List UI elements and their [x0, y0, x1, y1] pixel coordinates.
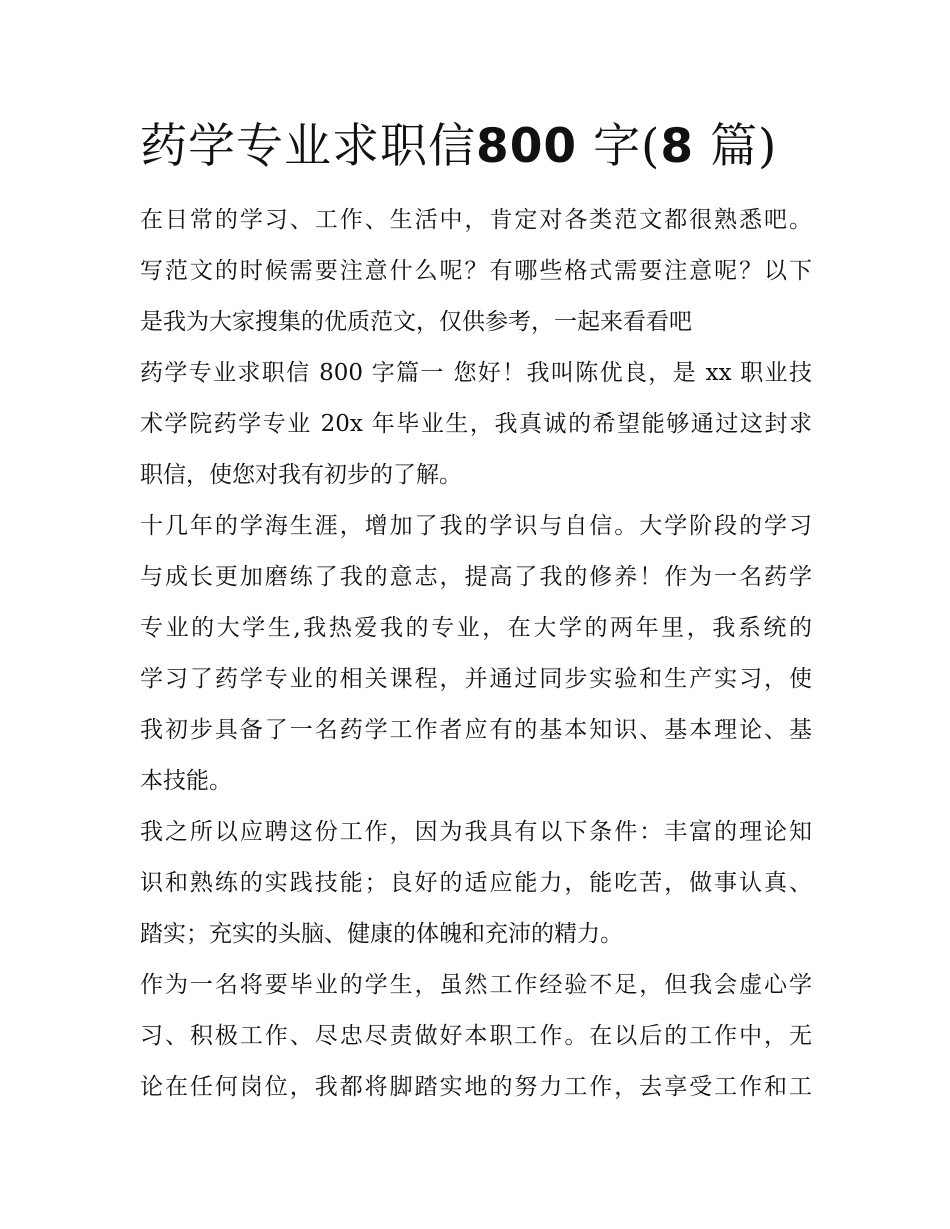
text-line: 术学院药学专业 20x 年毕业生，我真诚的希望能够通过这封求 — [140, 411, 812, 437]
text-line: 习、积极工作、尽忠尽责做好本职工作。在以后的工作中，无 — [140, 1023, 812, 1049]
text-line: 识和熟练的实践技能；良好的适应能力，能吃苦，做事认真、 — [140, 870, 812, 896]
text-line: 学习了药学专业的相关课程，并通过同步实验和生产实习，使 — [140, 666, 812, 692]
paragraph-greeting — [140, 348, 812, 501]
title-text-1: 药学专业求职信 — [140, 119, 476, 174]
text-line: 写范文的时候需要注意什么呢？有哪些格式需要注意呢？以下 — [140, 258, 812, 284]
document-body — [140, 195, 812, 1113]
text-line: 论在任何岗位，我都将脚踏实地的努力工作，去享受工作和工 — [140, 1074, 812, 1100]
paragraph-education — [140, 501, 812, 807]
text-line: 药学专业求职信 800 字篇一 您好！我叫陈优良，是 xx 职业技 — [140, 360, 812, 386]
text-line: 专业的大学生,我热爱我的专业，在大学的两年里，我系统的 — [140, 615, 812, 641]
document-title — [140, 112, 840, 182]
text-line: 是我为大家搜集的优质范文，仅供参考，一起来看看吧 — [140, 309, 692, 335]
title-number-8: 8 — [660, 119, 695, 174]
text-line: 我初步具备了一名药学工作者应有的基本知识、基本理论、基 — [140, 717, 812, 743]
title-text-3: 篇) — [710, 119, 778, 174]
text-line: 十几年的学海生涯，增加了我的学识与自信。大学阶段的学习 — [140, 513, 812, 539]
text-line: 本技能。 — [140, 768, 232, 794]
paragraph-commitment — [140, 960, 812, 1113]
text-line: 踏实；充实的头脑、健康的体魄和充沛的精力。 — [140, 921, 623, 947]
text-line: 职信，使您对我有初步的了解。 — [140, 462, 462, 488]
paragraph-intro — [140, 195, 812, 348]
title-number-800: 800 — [476, 119, 578, 174]
text-line: 与成长更加磨练了我的意志，提高了我的修养！作为一名药学 — [140, 564, 812, 590]
text-line: 我之所以应聘这份工作，因为我具有以下条件：丰富的理论知 — [140, 819, 812, 845]
text-line: 在日常的学习、工作、生活中，肯定对各类范文都很熟悉吧。 — [140, 207, 812, 233]
text-line: 作为一名将要毕业的学生，虽然工作经验不足，但我会虚心学 — [140, 972, 812, 998]
title-text-2: 字( — [593, 119, 661, 174]
paragraph-qualifications — [140, 807, 812, 960]
